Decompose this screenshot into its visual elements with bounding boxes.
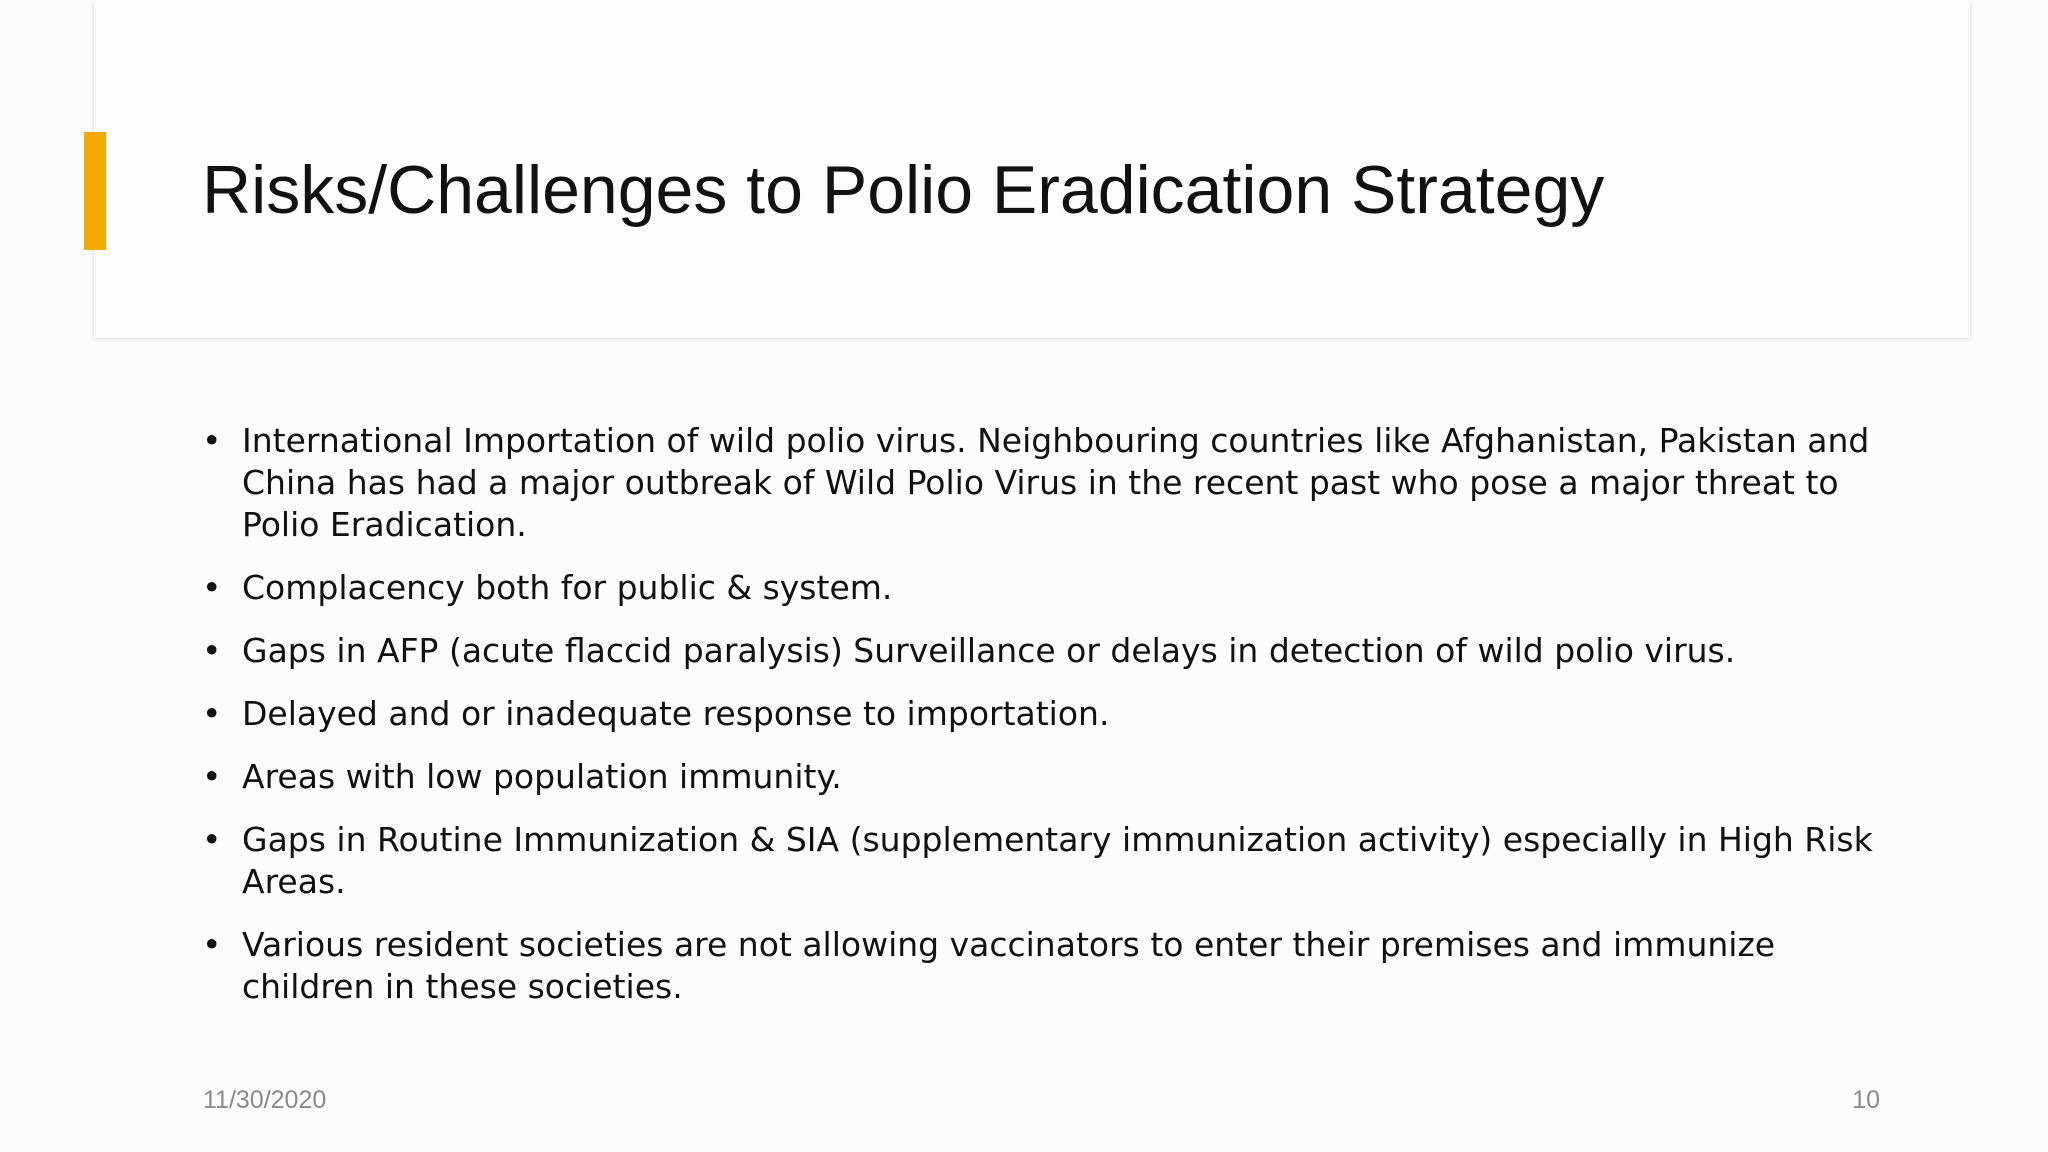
bullet-text: Gaps in Routine Immunization & SIA (supplementary immunization activity) especially in High Risk Areas. (242, 820, 1873, 901)
bullet-icon: • (202, 631, 222, 670)
bullet-item (202, 756, 1902, 798)
bullet-icon: • (202, 820, 222, 859)
page-number: 10 (1852, 1086, 1880, 1114)
bullet-item (202, 630, 1902, 672)
footer-date: 11/30/2020 (203, 1086, 327, 1114)
bullet-item (202, 567, 1902, 609)
bullet-item (202, 819, 1902, 903)
bullet-text: Delayed and or inadequate response to importation. (242, 694, 1110, 733)
bullet-text: Areas with low population immunity. (242, 757, 842, 796)
bullet-item (202, 693, 1902, 735)
bullet-icon: • (202, 757, 222, 796)
bullet-icon: • (202, 421, 222, 460)
bullet-text: Complacency both for public & system. (242, 568, 893, 607)
bullet-item (202, 420, 1902, 546)
bullet-icon: • (202, 694, 222, 733)
bullet-text: International Importation of wild polio virus. Neighbouring countries like Afghanistan, Pakistan and China has had a major outbreak of Wild Polio Virus in the recent past who pose a major threat to Polio Eradication. (242, 421, 1870, 544)
bullet-list (202, 420, 1902, 1029)
bullet-icon: • (202, 925, 222, 964)
bullet-item (202, 924, 1902, 1008)
bullet-icon: • (202, 568, 222, 607)
title-accent-bar (84, 132, 106, 250)
bullet-text: Gaps in AFP (acute flaccid paralysis) Surveillance or delays in detection of wild polio virus. (242, 631, 1736, 670)
bullet-text: Various resident societies are not allowing vaccinators to enter their premises and immunize children in these societies. (242, 925, 1776, 1006)
slide-title: Risks/Challenges to Polio Eradication Strategy (202, 152, 1605, 228)
